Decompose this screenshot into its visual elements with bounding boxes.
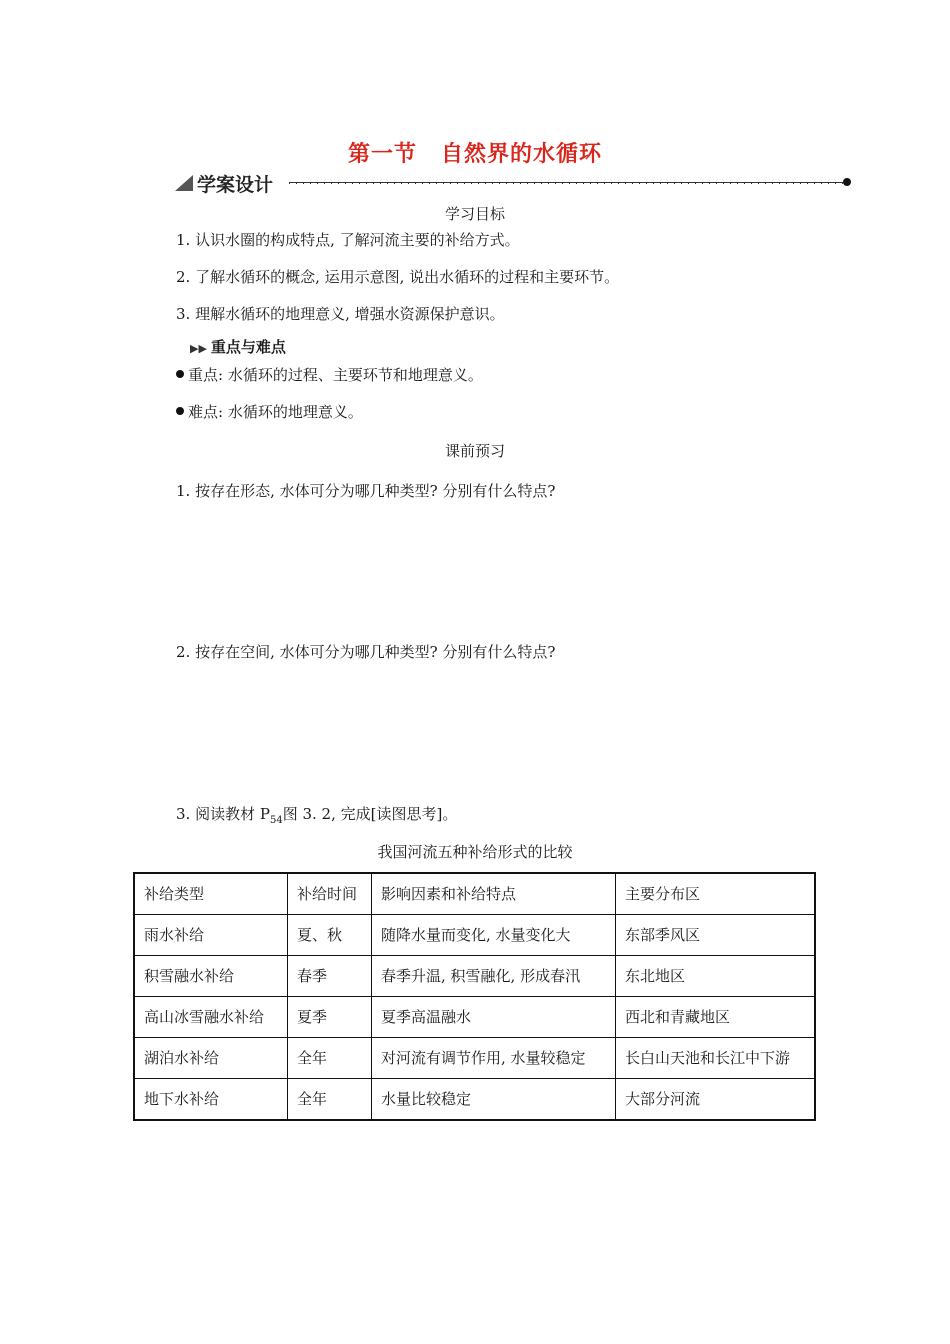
- bullet-icon: [176, 407, 184, 415]
- table-cell: 全年: [288, 1079, 372, 1121]
- preview-heading: 课前预习: [444, 442, 505, 460]
- table-cell: 夏季高温融水: [372, 997, 616, 1038]
- page-number-subscript: 54: [269, 815, 283, 826]
- header-cell: 影响因素和补给特点: [372, 873, 616, 915]
- table-row: [134, 1079, 815, 1121]
- table-cell: 东部季风区: [616, 915, 816, 956]
- key-point-item: [176, 401, 363, 422]
- table-cell: 对河流有调节作用, 水量较稳定: [372, 1038, 616, 1079]
- table-caption: 我国河流五种补给形式的比较: [377, 843, 573, 861]
- banner-triangle-icon: [175, 175, 193, 191]
- table-cell: 随降水量而变化, 水量变化大: [372, 915, 616, 956]
- table-row: [134, 915, 815, 956]
- objective-item: 1. 认识水圈的构成特点, 了解河流主要的补给方式。: [176, 231, 520, 249]
- header-cell: 主要分布区: [616, 873, 816, 915]
- table-cell: 夏、秋: [288, 915, 372, 956]
- preview-question-1: 1. 按存在形态, 水体可分为哪几种类型? 分别有什么特点?: [176, 482, 556, 500]
- table-cell: 湖泊水补给: [134, 1038, 288, 1079]
- table-cell: 春季升温, 积雪融化, 形成春汛: [372, 956, 616, 997]
- table-row: [134, 956, 815, 997]
- preview-question-2: 2. 按存在空间, 水体可分为哪几种类型? 分别有什么特点?: [176, 643, 556, 661]
- key-point-text: 难点: 水循环的地理意义。: [188, 403, 363, 421]
- objective-item: 2. 了解水循环的概念, 运用示意图, 说出水循环的过程和主要环节。: [176, 268, 620, 286]
- table-cell: 西北和青藏地区: [616, 997, 816, 1038]
- table-cell: 夏季: [288, 997, 372, 1038]
- table-header-row: [134, 873, 815, 915]
- table-cell: 水量比较稳定: [372, 1079, 616, 1121]
- key-point-text: 重点: 水循环的过程、主要环节和地理意义。: [188, 366, 483, 384]
- key-points-heading: [190, 336, 286, 357]
- table-cell: 高山冰雪融水补给: [134, 997, 288, 1038]
- table-cell: 地下水补给: [134, 1079, 288, 1121]
- table-cell: 全年: [288, 1038, 372, 1079]
- preview-question-3: [176, 803, 457, 826]
- table-cell: 大部分河流: [616, 1079, 816, 1121]
- header-cell: 补给时间: [288, 873, 372, 915]
- question-3-text: 3. 阅读教材 P: [176, 805, 270, 823]
- table-cell: 积雪融水补给: [134, 956, 288, 997]
- objectives-heading: 学习目标: [444, 205, 505, 223]
- table-row: [134, 997, 815, 1038]
- header-cell: 补给类型: [134, 873, 288, 915]
- table-cell: 东北地区: [616, 956, 816, 997]
- key-point-item: [176, 364, 483, 385]
- page-title: [0, 137, 950, 168]
- table-cell: 雨水补给: [134, 915, 288, 956]
- question-3-text-end: 图 3. 2, 完成[读图思考]。: [282, 805, 458, 823]
- double-arrow-icon: ▶▶: [190, 342, 207, 355]
- bullet-icon: [176, 370, 184, 378]
- banner-dotted-rule: [289, 182, 845, 184]
- table-row: [134, 1038, 815, 1079]
- table-cell: 春季: [288, 956, 372, 997]
- banner-label: 学案设计: [197, 174, 274, 196]
- banner-end-dot-icon: [843, 178, 851, 186]
- section-banner: [173, 170, 855, 198]
- section-title: 自然界的水循环: [441, 142, 603, 167]
- key-points-heading-label: 重点与难点: [210, 338, 286, 356]
- section-number: 第一节: [347, 142, 417, 167]
- objective-item: 3. 理解水循环的地理意义, 增强水资源保护意识。: [176, 305, 505, 323]
- supply-comparison-table: [133, 872, 816, 1121]
- table-cell: 长白山天池和长江中下游: [616, 1038, 816, 1079]
